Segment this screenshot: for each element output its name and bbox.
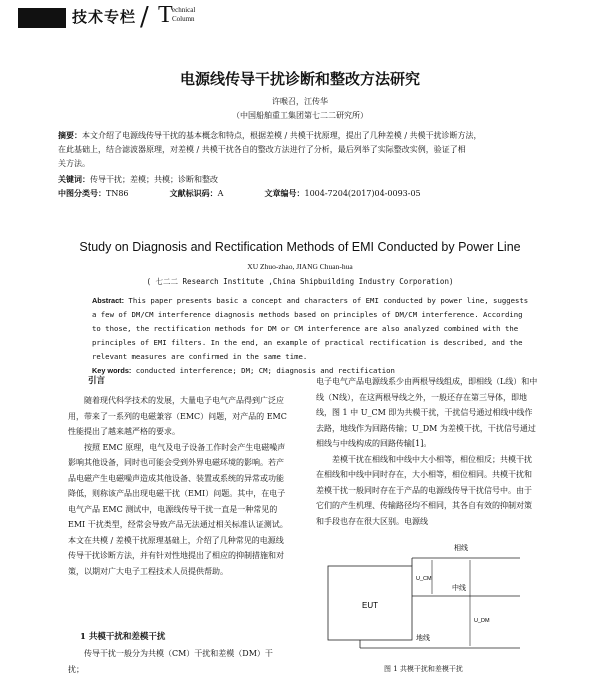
abstract-cn-label: 摘要：: [58, 130, 82, 140]
keywords-en-label: Key words:: [92, 366, 132, 375]
intro-paragraph-2: 按照 EMC 原理，电气及电子设备工作时会产生电磁噪声影响其他设备，同时也可能会受到外界电磁环境的影响。若产品电磁产生电磁噪声造成其他设备、装置或系统的异常或功能降低，则称该产品出现电磁干扰（EMI）问题。其中，在电子电气产品 EMC 测试中，电源线传导干扰一直是一种常见的 EMI 干扰类型，经常会导致产品无法通过相关标准认证测试。本文在共模 / 差模干扰原理基础上，介绍了几种常见的电源线传导干扰诊断方法，并有针对性地提出了相应的抑制措施和对策，以期对广大电子工程技术人员提供帮助。: [68, 442, 288, 576]
column-title-cn: 技术专栏: [72, 8, 137, 26]
abstract-cn-line2: 在此基础上，结合滤波器原理，对差模 / 共模干扰各自的整改方法进行了分析，最后列举了实际整改实例，验证了相: [58, 145, 466, 154]
keywords-cn: [58, 172, 218, 187]
paper-title-en: Study on Diagnosis and Rectification Methods of EMI Conducted by Power Line: [79, 240, 521, 254]
classification-row: [58, 186, 538, 201]
keywords-cn-text: 传导干扰；差模；共模；诊断和整改: [90, 175, 218, 184]
neutral-label: 中线: [452, 584, 466, 592]
abstract-en: [92, 294, 532, 378]
figure-1-caption: 图 1 共模干扰和差模干扰: [384, 665, 463, 673]
header-block: [18, 8, 66, 28]
abstract-en-line2: a few of DM/CM interference diagnosis methods based on principles of DM/CM interference. According: [92, 310, 523, 319]
line-label: 相线: [454, 544, 468, 552]
paper-title-cn: 电源线传导干扰诊断和整改方法研究: [179, 70, 420, 88]
section-1-body: [68, 646, 288, 677]
article-number-value: 1004-7204(2017)04-0093-05: [304, 189, 421, 198]
affiliation-en: ( 七二二 Research Institute ,China Shipbuilding Industry Corporation): [146, 277, 454, 286]
abstract-cn-line3: 关方法。: [58, 159, 90, 168]
abstract-en-line3: to those, the rectification methods for DM or CM interference are also analyzed combined with the: [92, 324, 519, 333]
eut-label: EUT: [362, 601, 378, 610]
abstract-en-label: Abstract:: [92, 296, 125, 305]
abstract-cn-line1: 本文介绍了电源线传导干扰的基本概念和特点，根据差模 / 共模干扰原理，提出了几种差模 / 共模干扰诊断方法，: [82, 131, 482, 140]
left-column-body: [68, 393, 288, 579]
clc-label: 中图分类号：: [58, 188, 106, 198]
column-title-letter: T: [158, 2, 173, 28]
column-title-en-1: echnical: [172, 6, 196, 14]
right-column-body: [316, 374, 538, 529]
right-paragraph-2: 差模干扰在相线和中线中大小相等，相位相反；共模干扰在相线和中线中同时存在，大小相等，相位相同。共模干扰和差模干扰一般同时存在于产品的电源线传导干扰信号中。由于它们的产生机理、传输路径均不相同，其各自有效的抑制对策和手段也存在很大区别。电源线: [316, 454, 532, 526]
keywords-en-text: conducted interference; DM; CM; diagnosis and rectification: [131, 366, 395, 375]
abstract-en-line1: This paper presents basic a concept and characters of EMI conducted by power line, suggests: [124, 296, 529, 305]
section-1-heading: 1 共模干扰和差模干扰: [80, 632, 166, 642]
column-title-en-2: Column: [172, 15, 195, 23]
article-number-label: 文章编号：: [264, 188, 305, 198]
abstract-cn: [58, 128, 558, 171]
intro-heading: 引言: [88, 376, 106, 386]
figure-1-diagram: [320, 536, 542, 660]
affiliation-cn: （中国船舶重工集团第七二二研究所）: [232, 111, 368, 120]
authors-en: XU Zhuo-zhao, JIANG Chuan-hua: [247, 262, 353, 271]
ground-label: 地线: [416, 634, 430, 642]
header-slash: /: [140, 2, 149, 32]
abstract-en-line4: principles of EMI filters. In the end, an example of practical rectification is described, and the: [92, 338, 523, 347]
ucm-label: U_CM: [416, 576, 432, 582]
keywords-cn-label: 关键词：: [58, 174, 90, 184]
intro-paragraph-1: 随着现代科学技术的发展，大量电子电气产品得到广泛应用，带来了一系列的电磁兼容（EMC）问题，对产品的 EMC 性能提出了越来越严格的要求。: [68, 396, 287, 436]
clc-value: TN86: [106, 189, 129, 198]
right-paragraph-1: 电子电气产品电源线系少由两根导线组成，即相线（L线）和中线（N线），在这两根导线之外，一般还存在第三导体，即地线，图 1 中 U_CM 即为共模干扰，干扰信号通过相线中线作去路，地线作为回路传输；U_DM 为差模干扰，干扰信号通过相线与中线构成的回路传输[1]。: [316, 377, 538, 448]
doc-code-label: 文献标识码：: [169, 188, 218, 198]
abstract-en-line5: relevant measures are confirmed in the same time.: [92, 352, 308, 361]
doc-code-value: A: [217, 189, 224, 198]
section-1-paragraph-1: 传导干扰一般分为共模（CM）干扰和差模（DM）干扰；: [68, 649, 273, 674]
authors-cn: 许喉召，江传华: [272, 97, 328, 106]
udm-label: U_DM: [474, 618, 490, 624]
